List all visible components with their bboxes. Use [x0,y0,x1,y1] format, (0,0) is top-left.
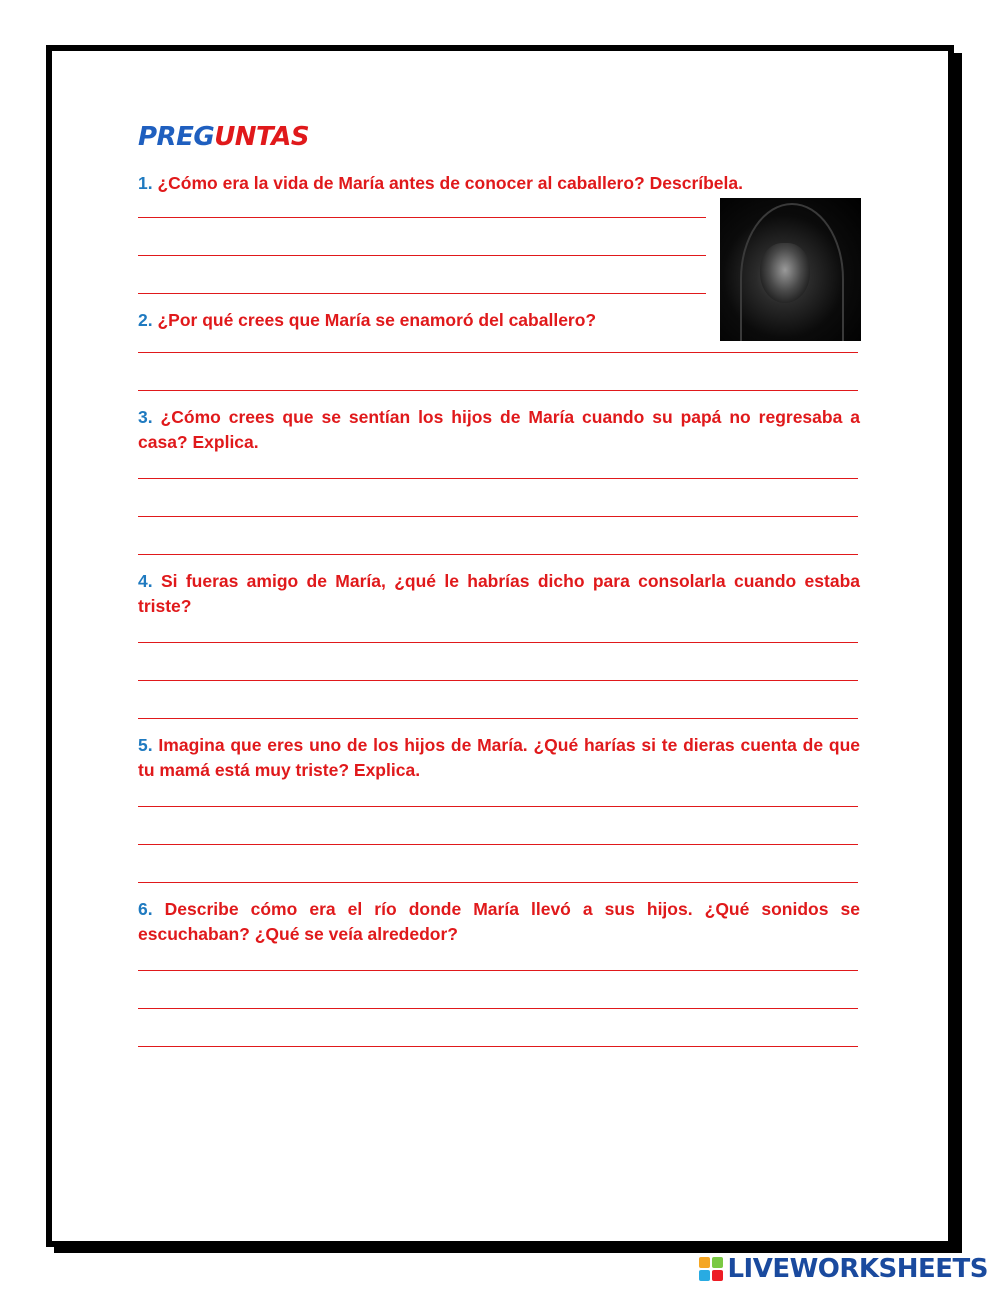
question-text: ¿Cómo era la vida de María antes de conocer al caballero? Descríbela. [157,173,743,193]
answer-line[interactable] [138,217,706,218]
answer-line[interactable] [138,516,858,517]
answer-line[interactable] [138,293,706,294]
face-shape [760,243,810,303]
question-6 [138,897,860,947]
question-1 [138,171,860,196]
answer-line[interactable] [138,1046,858,1047]
logo-block [712,1257,723,1268]
question-4 [138,569,860,619]
answer-line[interactable] [138,554,858,555]
question-3 [138,405,860,455]
answer-line[interactable] [138,642,858,643]
title-part-red: UNTAS [214,122,310,152]
question-number: 4. [138,571,153,591]
question-number: 3. [138,407,153,427]
answer-line[interactable] [138,718,858,719]
question-5 [138,733,860,783]
question-number: 1. [138,173,153,193]
title-part-blue: PREG [138,122,215,152]
logo-block [712,1270,723,1281]
question-text: ¿Por qué crees que María se enamoró del caballero? [157,310,597,330]
question-text: Imagina que eres uno de los hijos de María. ¿Qué harías si te dieras cuenta de que tu mamá está muy triste? Explica. [138,735,861,780]
answer-line[interactable] [138,352,858,353]
hooded-woman-image [720,198,861,341]
answer-line[interactable] [138,255,706,256]
answer-line[interactable] [138,680,858,681]
answer-line[interactable] [138,1008,858,1009]
logo-block [699,1257,710,1268]
question-text: ¿Cómo crees que se sentían los hijos de María cuando su papá no regresaba a casa? Explica. [138,407,860,452]
logo-blocks-icon [699,1257,723,1281]
liveworksheets-logo [699,1254,988,1284]
answer-line[interactable] [138,970,858,971]
answer-line[interactable] [138,478,858,479]
logo-text: LIVEWORKSHEETS [727,1254,988,1284]
question-number: 5. [138,735,153,755]
page-title [138,118,860,156]
logo-block [699,1270,710,1281]
answer-line[interactable] [138,844,858,845]
question-text: Describe cómo era el río donde María llevó a sus hijos. ¿Qué sonidos se escuchaban? ¿Qué se veía alrededor? [138,899,860,944]
question-text: Si fueras amigo de María, ¿qué le habrías dicho para consolarla cuando estaba triste? [138,571,860,616]
answer-line[interactable] [138,390,858,391]
answer-line[interactable] [138,806,858,807]
answer-line[interactable] [138,882,858,883]
question-number: 2. [138,310,153,330]
question-number: 6. [138,899,153,919]
